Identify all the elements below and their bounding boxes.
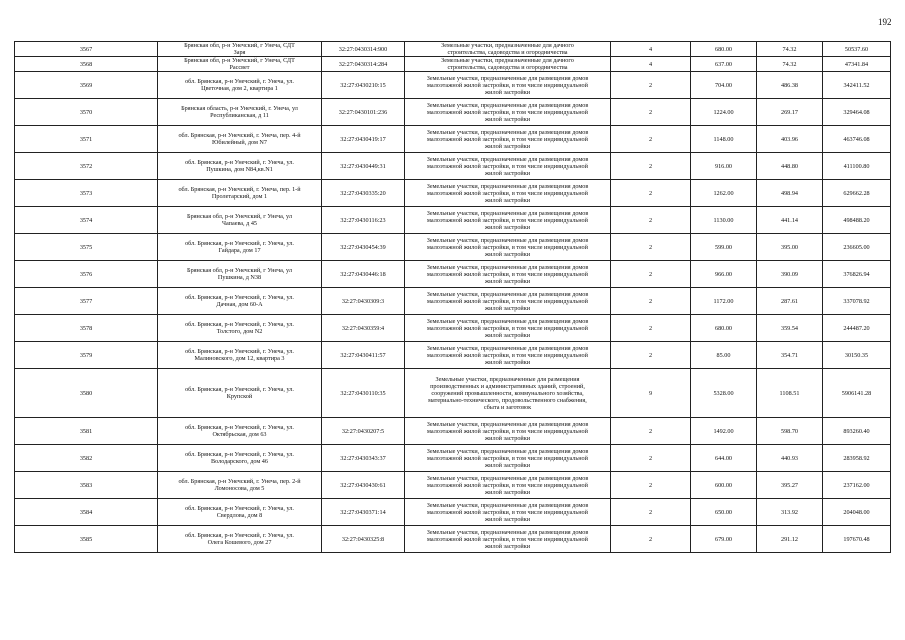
group-number-cell: 2 — [611, 72, 691, 99]
address-cell: обл. Брянская, р-н Унечский, г. Унеча, ул. Пушкина, дом N84,кв.N1 — [158, 153, 322, 180]
cadastral-number-cell: 32:27:0430110:35 — [322, 369, 405, 418]
cadastral-number-cell: 32:27:0430454:39 — [322, 234, 405, 261]
area-cell: 644.00 — [691, 445, 757, 472]
area-cell: 650.00 — [691, 499, 757, 526]
address-cell: обл. Брянская, р-н Унечский, г. Унеча, пер. 1-й Пролетарский, дом 1 — [158, 180, 322, 207]
address-cell: обл. Брянская, р-н Унечский, г. Унеча, ул. Володарского, дом 46 — [158, 445, 322, 472]
cadastral-value-table — [14, 41, 891, 553]
specific-value-cell: 395.00 — [757, 234, 823, 261]
cadastral-value-cell: 498488.20 — [823, 207, 891, 234]
address-cell: обл. Брянская, р-н Унечский, г. Унеча, пер. 2-й Ломоносова, дом 5 — [158, 472, 322, 499]
cadastral-value-cell: 237162.00 — [823, 472, 891, 499]
table-row — [15, 57, 891, 72]
cadastral-value-cell: 197670.48 — [823, 526, 891, 553]
cadastral-value-cell: 204048.00 — [823, 499, 891, 526]
land-use-cell: Земельные участки, предназначенные для размещения домов малоэтажной жилой застройки, в том числе индивидуальной жилой застройки — [405, 207, 611, 234]
group-number-cell: 9 — [611, 369, 691, 418]
cadastral-number-cell: 32:27:0430371:14 — [322, 499, 405, 526]
address-cell: Брянская обл, р-н Унечский, г Унеча, СДТ Рассвет — [158, 57, 322, 72]
address-cell: Брянская область, р-н Унечский, г. Унеча, ул Республиканская, д 11 — [158, 99, 322, 126]
table-row — [15, 342, 891, 369]
group-number-cell: 2 — [611, 445, 691, 472]
specific-value-cell: 269.17 — [757, 99, 823, 126]
row-number-cell: 3584 — [15, 499, 158, 526]
area-cell: 1130.00 — [691, 207, 757, 234]
group-number-cell: 2 — [611, 99, 691, 126]
area-cell: 1262.00 — [691, 180, 757, 207]
group-number-cell: 2 — [611, 288, 691, 315]
area-cell: 1492.00 — [691, 418, 757, 445]
row-number-cell: 3567 — [15, 42, 158, 57]
land-use-cell: Земельные участки, предназначенные для размещения домов малоэтажной жилой застройки, в том числе индивидуальной жилой застройки — [405, 445, 611, 472]
table-row — [15, 153, 891, 180]
table-row — [15, 526, 891, 553]
address-cell: обл. Брянская, р-н Унечский, г. Унеча, ул. Олега Кошевого, дом 27 — [158, 526, 322, 553]
row-number-cell: 3579 — [15, 342, 158, 369]
table-row — [15, 207, 891, 234]
land-use-cell: Земельные участки, предназначенные для размещения производственных и административных зданий, строений, сооружений промышленности, коммунального хозяйства, материально-технического, продовольственного снабжения, сбыта и заготовок — [405, 369, 611, 418]
address-cell: обл. Брянская, р-н Унечский, г. Унеча, пер. 4-й Юбилейный, дом N7 — [158, 126, 322, 153]
row-number-cell: 3581 — [15, 418, 158, 445]
specific-value-cell: 291.12 — [757, 526, 823, 553]
cadastral-value-cell: 411100.80 — [823, 153, 891, 180]
cadastral-number-cell: 32:27:0430343:37 — [322, 445, 405, 472]
address-cell: обл. Брянская, р-н Унечский, г. Унеча, ул. Толстого, дом N2 — [158, 315, 322, 342]
cadastral-number-cell: 32:27:0430411:57 — [322, 342, 405, 369]
cadastral-number-cell: 32:27:0430449:31 — [322, 153, 405, 180]
cadastral-value-cell: 337078.92 — [823, 288, 891, 315]
cadastral-number-cell: 32:27:0430419:17 — [322, 126, 405, 153]
address-cell: обл. Брянская, р-н Унечский, г. Унеча, ул. Гайдара, дом 17 — [158, 234, 322, 261]
row-number-cell: 3576 — [15, 261, 158, 288]
table-row — [15, 369, 891, 418]
specific-value-cell: 390.09 — [757, 261, 823, 288]
group-number-cell: 2 — [611, 180, 691, 207]
land-use-cell: Земельные участки, предназначенные для размещения домов малоэтажной жилой застройки, в том числе индивидуальной жилой застройки — [405, 153, 611, 180]
group-number-cell: 2 — [611, 315, 691, 342]
group-number-cell: 4 — [611, 42, 691, 57]
land-use-cell: Земельные участки, предназначенные для размещения домов малоэтажной жилой застройки, в том числе индивидуальной жилой застройки — [405, 526, 611, 553]
specific-value-cell: 440.93 — [757, 445, 823, 472]
row-number-cell: 3573 — [15, 180, 158, 207]
land-use-cell: Земельные участки, предназначенные для размещения домов малоэтажной жилой застройки, в том числе индивидуальной жилой застройки — [405, 261, 611, 288]
land-use-cell: Земельные участки, предназначенные для размещения домов малоэтажной жилой застройки, в том числе индивидуальной жилой застройки — [405, 99, 611, 126]
row-number-cell: 3582 — [15, 445, 158, 472]
land-use-cell: Земельные участки, предназначенные для размещения домов малоэтажной жилой застройки, в том числе индивидуальной жилой застройки — [405, 288, 611, 315]
specific-value-cell: 1108.51 — [757, 369, 823, 418]
land-use-cell: Земельные участки, предназначенные для размещения домов малоэтажной жилой застройки, в том числе индивидуальной жилой застройки — [405, 315, 611, 342]
cadastral-number-cell: 32:27:0430446:18 — [322, 261, 405, 288]
cadastral-value-cell: 329464.08 — [823, 99, 891, 126]
table-row — [15, 72, 891, 99]
specific-value-cell: 359.54 — [757, 315, 823, 342]
group-number-cell: 2 — [611, 234, 691, 261]
cadastral-number-cell: 32:27:0430359:4 — [322, 315, 405, 342]
table-row — [15, 445, 891, 472]
table-row — [15, 315, 891, 342]
land-use-cell: Земельные участки, предназначенные для размещения домов малоэтажной жилой застройки, в том числе индивидуальной жилой застройки — [405, 499, 611, 526]
cadastral-number-cell: 32:27:0430335:20 — [322, 180, 405, 207]
row-number-cell: 3577 — [15, 288, 158, 315]
table-row — [15, 42, 891, 57]
address-cell: обл. Брянская, р-н Унечский, г. Унеча, ул. Дачная, дом 60-А — [158, 288, 322, 315]
land-use-cell: Земельные участки, предназначенные для размещения домов малоэтажной жилой застройки, в том числе индивидуальной жилой застройки — [405, 126, 611, 153]
row-number-cell: 3574 — [15, 207, 158, 234]
area-cell: 599.00 — [691, 234, 757, 261]
cadastral-value-cell: 244487.20 — [823, 315, 891, 342]
specific-value-cell: 441.14 — [757, 207, 823, 234]
group-number-cell: 2 — [611, 153, 691, 180]
address-cell: обл. Брянская, р-н Унечский, г. Унеча, ул. Свердлова, дом 8 — [158, 499, 322, 526]
row-number-cell: 3580 — [15, 369, 158, 418]
group-number-cell: 2 — [611, 342, 691, 369]
land-use-cell: Земельные участки, предназначенные для размещения домов малоэтажной жилой застройки, в том числе индивидуальной жилой застройки — [405, 72, 611, 99]
table-row — [15, 472, 891, 499]
row-number-cell: 3568 — [15, 57, 158, 72]
land-use-cell: Земельные участки, предназначенные для размещения домов малоэтажной жилой застройки, в том числе индивидуальной жилой застройки — [405, 180, 611, 207]
area-cell: 600.00 — [691, 472, 757, 499]
address-cell: Брянская обл, р-н Унечский, г Унеча, ул Чапаева, д 45 — [158, 207, 322, 234]
land-use-cell: Земельные участки, предназначенные для размещения домов малоэтажной жилой застройки, в том числе индивидуальной жилой застройки — [405, 418, 611, 445]
row-number-cell: 3571 — [15, 126, 158, 153]
cadastral-number-cell: 32:27:0430101:236 — [322, 99, 405, 126]
specific-value-cell: 287.61 — [757, 288, 823, 315]
cadastral-value-cell: 893260.40 — [823, 418, 891, 445]
area-cell: 85.00 — [691, 342, 757, 369]
cadastral-value-cell: 236605.00 — [823, 234, 891, 261]
cadastral-value-cell: 629662.28 — [823, 180, 891, 207]
row-number-cell: 3570 — [15, 99, 158, 126]
group-number-cell: 2 — [611, 526, 691, 553]
address-cell: Брянская обл, р-н Унечский, г Унеча, СДТ Заря — [158, 42, 322, 57]
row-number-cell: 3578 — [15, 315, 158, 342]
land-use-cell: Земельные участки, предназначенные для размещения домов малоэтажной жилой застройки, в том числе индивидуальной жилой застройки — [405, 234, 611, 261]
page-number: 192 — [878, 17, 892, 27]
address-cell: обл. Брянская, р-н Унечский, г. Унеча, ул. Октябрьская, дом 63 — [158, 418, 322, 445]
specific-value-cell: 354.71 — [757, 342, 823, 369]
cadastral-number-cell: 32:27:0430207:5 — [322, 418, 405, 445]
group-number-cell: 2 — [611, 472, 691, 499]
cadastral-value-cell: 342411.52 — [823, 72, 891, 99]
area-cell: 5328.00 — [691, 369, 757, 418]
area-cell: 1172.00 — [691, 288, 757, 315]
land-use-cell: Земельные участки, предназначенные для дачного строительства, садоводства и огородничества — [405, 57, 611, 72]
group-number-cell: 2 — [611, 261, 691, 288]
specific-value-cell: 74.32 — [757, 42, 823, 57]
specific-value-cell: 403.96 — [757, 126, 823, 153]
cadastral-value-cell: 5906141.28 — [823, 369, 891, 418]
area-cell: 679.00 — [691, 526, 757, 553]
area-cell: 1224.00 — [691, 99, 757, 126]
specific-value-cell: 498.94 — [757, 180, 823, 207]
table-row — [15, 418, 891, 445]
row-number-cell: 3569 — [15, 72, 158, 99]
cadastral-value-cell: 463746.08 — [823, 126, 891, 153]
land-use-cell: Земельные участки, предназначенные для размещения домов малоэтажной жилой застройки, в том числе индивидуальной жилой застройки — [405, 342, 611, 369]
row-number-cell: 3583 — [15, 472, 158, 499]
area-cell: 637.00 — [691, 57, 757, 72]
cadastral-number-cell: 32:27:0430116:23 — [322, 207, 405, 234]
cadastral-number-cell: 32:27:0430314:284 — [322, 57, 405, 72]
cadastral-number-cell: 32:27:0430325:8 — [322, 526, 405, 553]
row-number-cell: 3572 — [15, 153, 158, 180]
specific-value-cell: 448.80 — [757, 153, 823, 180]
cadastral-value-cell: 50537.60 — [823, 42, 891, 57]
area-cell: 704.00 — [691, 72, 757, 99]
table-body — [15, 42, 891, 553]
table-row — [15, 99, 891, 126]
address-cell: обл. Брянская, р-н Унечский, г. Унеча, ул. Малиновского, дом 12, квартира 3 — [158, 342, 322, 369]
cadastral-value-cell: 47341.84 — [823, 57, 891, 72]
table-row — [15, 499, 891, 526]
row-number-cell: 3575 — [15, 234, 158, 261]
cadastral-value-cell: 283958.92 — [823, 445, 891, 472]
group-number-cell: 2 — [611, 126, 691, 153]
table-row — [15, 126, 891, 153]
table-row — [15, 288, 891, 315]
specific-value-cell: 598.70 — [757, 418, 823, 445]
cadastral-value-cell: 376826.94 — [823, 261, 891, 288]
row-number-cell: 3585 — [15, 526, 158, 553]
group-number-cell: 2 — [611, 418, 691, 445]
group-number-cell: 2 — [611, 499, 691, 526]
area-cell: 1148.00 — [691, 126, 757, 153]
specific-value-cell: 74.32 — [757, 57, 823, 72]
specific-value-cell: 486.38 — [757, 72, 823, 99]
area-cell: 680.00 — [691, 42, 757, 57]
cadastral-number-cell: 32:27:0430309:3 — [322, 288, 405, 315]
address-cell: Брянская обл, р-н Унечский, г Унеча, ул Пушкина, д N38 — [158, 261, 322, 288]
group-number-cell: 2 — [611, 207, 691, 234]
specific-value-cell: 313.92 — [757, 499, 823, 526]
table-row — [15, 180, 891, 207]
group-number-cell: 4 — [611, 57, 691, 72]
cadastral-number-cell: 32:27:0430210:15 — [322, 72, 405, 99]
cadastral-value-cell: 30150.35 — [823, 342, 891, 369]
specific-value-cell: 395.27 — [757, 472, 823, 499]
address-cell: обл. Брянская, р-н Унечский, г. Унеча, ул. Цветочная, дом 2, квартира 1 — [158, 72, 322, 99]
table-row — [15, 261, 891, 288]
table-row — [15, 234, 891, 261]
address-cell: обл. Брянская, р-н Унечский, г. Унеча, ул. Крупской — [158, 369, 322, 418]
cadastral-number-cell: 32:27:0430430:61 — [322, 472, 405, 499]
land-use-cell: Земельные участки, предназначенные для дачного строительства, садоводства и огородничества — [405, 42, 611, 57]
land-use-cell: Земельные участки, предназначенные для размещения домов малоэтажной жилой застройки, в том числе индивидуальной жилой застройки — [405, 472, 611, 499]
area-cell: 966.00 — [691, 261, 757, 288]
area-cell: 916.00 — [691, 153, 757, 180]
area-cell: 680.00 — [691, 315, 757, 342]
cadastral-number-cell: 32:27:0430314:900 — [322, 42, 405, 57]
